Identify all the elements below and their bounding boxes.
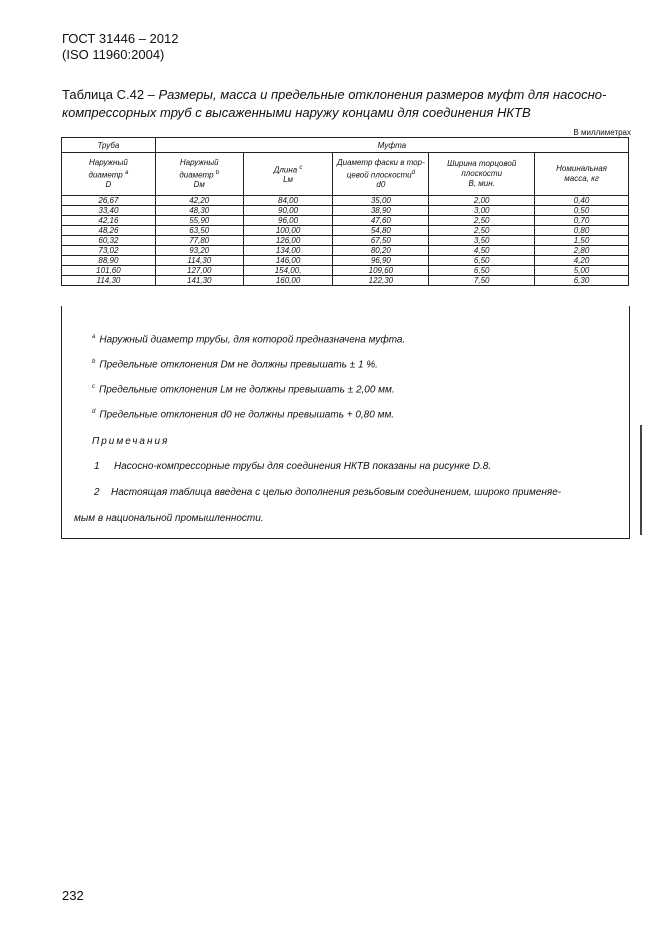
- table-cell: 77,80: [155, 236, 243, 246]
- col-nominal-mass: Номинальная масса, кг: [535, 153, 629, 196]
- standard-number: ГОСТ 31446 – 2012: [62, 31, 179, 46]
- table-row: [62, 236, 629, 246]
- table-cell: 88,90: [62, 256, 156, 266]
- note-2-continuation: мым в национальной промышленности.: [74, 513, 264, 524]
- table-cell: 47,60: [333, 216, 429, 226]
- units-label: В миллиметрах: [573, 128, 631, 137]
- table-cell: 2,50: [429, 216, 535, 226]
- table-cell: 54,80: [333, 226, 429, 236]
- table-cell: 26,67: [62, 196, 156, 206]
- table-cell: 141,30: [155, 276, 243, 286]
- table-cell: 42,20: [155, 196, 243, 206]
- table-cell: 48,26: [62, 226, 156, 236]
- table-cell: 55,90: [155, 216, 243, 226]
- col-face-width: Ширина торцовой плоскости B, мин.: [429, 153, 535, 196]
- table-cell: 0,80: [535, 226, 629, 236]
- table-cell: 80,20: [333, 246, 429, 256]
- table-cell: 2,00: [429, 196, 535, 206]
- table-cell: 48,30: [155, 206, 243, 216]
- table-row: [62, 266, 629, 276]
- table-cell: 0,40: [535, 196, 629, 206]
- table-cell: 42,16: [62, 216, 156, 226]
- table-row: [62, 226, 629, 236]
- table-caption: [62, 86, 632, 122]
- table-cell: 100,00: [243, 226, 333, 236]
- caption-title: Размеры, масса и предельные отклонения размеров муфт для насосно-компрессорных труб с высаженными наружу концами для соединения НКТВ: [62, 87, 607, 120]
- table-cell: 1,50: [535, 236, 629, 246]
- table-cell: 38,90: [333, 206, 429, 216]
- footnote-d: $^d$ Предельные отклонения d0 не должны превышать + 0,80 мм.: [92, 409, 395, 421]
- table-row: [62, 256, 629, 266]
- footnote-b: $^b$ Предельные отклонения Dм не должны превышать ± 1 %.: [92, 359, 378, 371]
- table-cell: 93,20: [155, 246, 243, 256]
- header-pipe: Труба: [62, 138, 156, 153]
- table-row: [62, 196, 629, 206]
- note-2-number: 2: [94, 487, 100, 498]
- table-cell: 84,00: [243, 196, 333, 206]
- table-cell: 90,00: [243, 206, 333, 216]
- col-chamfer-diameter: Диаметр фаски в тор- цевой плоскости$^d$ d0: [333, 153, 429, 196]
- table-cell: 5,00: [535, 266, 629, 276]
- table-cell: 63,50: [155, 226, 243, 236]
- table-cell: 101,60: [62, 266, 156, 276]
- table-cell: 33,40: [62, 206, 156, 216]
- table-cell: 126,00: [243, 236, 333, 246]
- footnote-c: $^c$ Предельные отклонения Lм не должны превышать ± 2,00 мм.: [92, 384, 395, 396]
- footnote-a: $^a$ Наружный диаметр трубы, для которой предназначена муфта.: [92, 334, 406, 346]
- table-cell: 3,00: [429, 206, 535, 216]
- col-coupling-length: Длина $^c$ Lм: [243, 153, 333, 196]
- table-cell: 127,00: [155, 266, 243, 276]
- table-cell: 4,20: [535, 256, 629, 266]
- table-cell: 109,60: [333, 266, 429, 276]
- dimensions-table: [61, 137, 629, 286]
- iso-reference: (ISO 11960:2004): [62, 47, 165, 62]
- margin-line: [640, 425, 642, 535]
- page-number: 232: [62, 888, 84, 903]
- table-row: [62, 246, 629, 256]
- table-cell: 114,30: [155, 256, 243, 266]
- table-cell: 114,30: [62, 276, 156, 286]
- col-coupling-outer-diameter: Наружный диаметр $^b$ Dм: [155, 153, 243, 196]
- table-cell: 6,50: [429, 266, 535, 276]
- notes-heading: Примечания: [92, 436, 170, 447]
- table-cell: 2,80: [535, 246, 629, 256]
- table-row: [62, 276, 629, 286]
- table-cell: 73,02: [62, 246, 156, 256]
- table-row: [62, 206, 629, 216]
- table-row: [62, 216, 629, 226]
- table-cell: 96,00: [243, 216, 333, 226]
- note-1-number: 1: [94, 461, 100, 472]
- table-cell: 0,50: [535, 206, 629, 216]
- table-cell: 154,00,: [243, 266, 333, 276]
- table-cell: 134,00: [243, 246, 333, 256]
- col-pipe-outer-diameter: Наружный диаметр $^a$ D: [62, 153, 156, 196]
- header-coupling: Муфта: [155, 138, 628, 153]
- table-cell: 2,50: [429, 226, 535, 236]
- table-cell: 160,00: [243, 276, 333, 286]
- table-cell: 60,32: [62, 236, 156, 246]
- table-cell: 3,50: [429, 236, 535, 246]
- table-cell: 146,00: [243, 256, 333, 266]
- table-cell: 122,30: [333, 276, 429, 286]
- table-cell: 96,90: [333, 256, 429, 266]
- table-cell: 35,00: [333, 196, 429, 206]
- document-header: [62, 31, 178, 63]
- table-cell: 6,50: [429, 256, 535, 266]
- table-cell: 67,50: [333, 236, 429, 246]
- table-cell: 7,50: [429, 276, 535, 286]
- table-cell: 4,50: [429, 246, 535, 256]
- table-cell: 6,30: [535, 276, 629, 286]
- note-2-text: Настоящая таблица введена с целью дополнения резьбовым соединением, широко применяе-: [111, 487, 562, 498]
- note-1-text: Насосно-компрессорные трубы для соединения НКТВ показаны на рисунке D.8.: [114, 461, 492, 472]
- caption-label: Таблица С.42 –: [62, 87, 155, 102]
- table-cell: 0,70: [535, 216, 629, 226]
